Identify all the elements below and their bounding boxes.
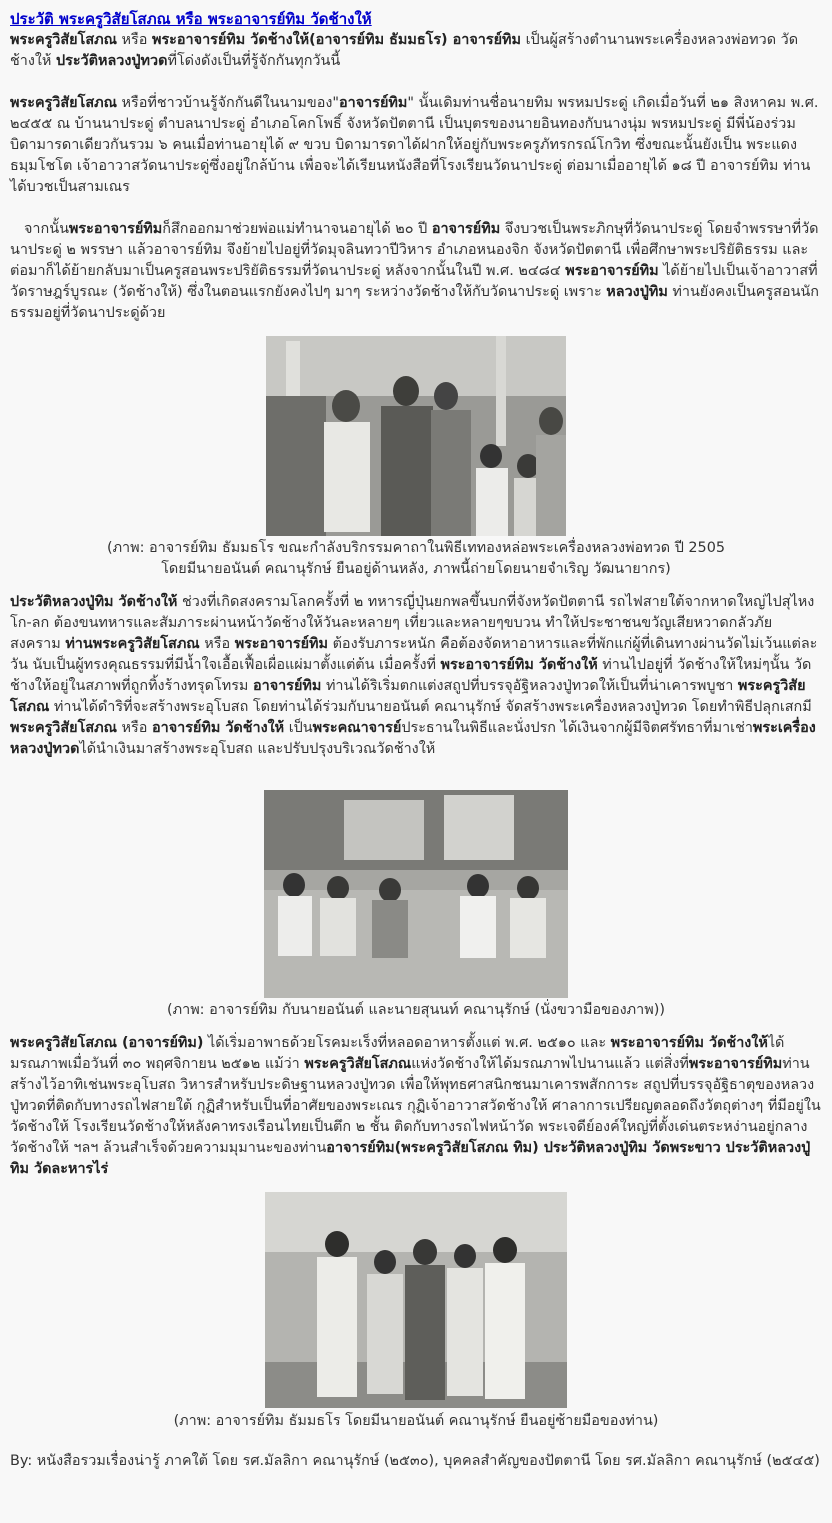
body-text: ได้นำเงินมาสร้างพระอุโบสถ และปรับปรุงบริเวณวัดช้างให้ bbox=[79, 741, 436, 757]
bold-text: อาจารย์ทิม วัดช้างให้ bbox=[151, 720, 285, 736]
bold-text: อาจารย์ทิม(พระครูวิสัยโสภณ ทิม) ประวัติหลวงปู่ทิม วัดพระขาว ประวัติหลวงปู่ทิม วัดละหารไร่ bbox=[10, 1140, 811, 1177]
bold-text: พระอาจารย์ทิม วัดช้างให้ bbox=[440, 657, 598, 673]
body-text: หรือ bbox=[116, 720, 152, 736]
figure-seated bbox=[10, 790, 822, 1021]
history-paragraph bbox=[10, 592, 822, 760]
body-text: ต้องรับภาระหนัก คือต้องจัดหาอาหารและที่พักแก่ผู้ที่เดินทางผ่านวัดไม่เว้นแต่ละวัน นับเป็นผู้ทรงคุณธรรมที่มีน้ำใจเอื้อเฟื้อเผื่อแผ่มาตั้งแต่ต้น เมื่อครั้งที่ bbox=[10, 636, 818, 673]
body-text: หรือ bbox=[199, 636, 235, 652]
bold-text: อาจารย์ทิม bbox=[431, 221, 501, 237]
standing-photo bbox=[265, 1192, 567, 1408]
bold-text: หลวงปู่ทิม bbox=[606, 284, 668, 300]
bold-text: ท่านพระครูวิสัยโสภณ bbox=[65, 636, 200, 652]
body-text: เป็นผู้สร้างตำนานพระเครื่องหลวงพ่อทวด วัดช้างให้ bbox=[10, 32, 799, 69]
bold-text: ประวัติหลวงปู่ทวด bbox=[55, 53, 168, 69]
ordination-paragraph bbox=[10, 219, 822, 324]
body-text: ท่านยังคงเป็นครูสอนนักธรรมอยู่ที่วัดนาประดู่ด้วย bbox=[10, 284, 819, 321]
body-text: เป็น bbox=[284, 720, 313, 736]
body-text: ช่วงที่เกิดสงครามโลกครั้งที่ ๒ ทหารญี่ปุ่นยกพลขึ้นบกที่จังหวัดปัตตานี รถไฟสายใต้จากหาดใหญ่ไปสุไหงโก-ลก ต้องขนทหารและสัมภาระผ่านหน้าวัดช้างให้วันละหลายๆ เที่ยวและหลายๆขบวน ทำให้ประชาชนขวัญเสียหวาดกลัวภัยสงคราม bbox=[10, 594, 815, 652]
body-text: ท่านได้ดำริที่จะสร้างพระอุโบสถ โดยท่านได้ร่วมกับนายอนันต์ คณานุรักษ์ จัดสร้างพระเครื่องหลวงปู่ทวด โดยทำพิธีปลุกเสกมี bbox=[49, 699, 812, 715]
bold-text: พระอาจารย์ทิม วัดช้างให้ bbox=[610, 1035, 768, 1051]
bold-text: พระครูวิสัยโสภณ bbox=[10, 95, 117, 111]
bold-text: พระครูวิสัยโสภณ bbox=[10, 32, 117, 48]
bold-text: พระครูวิสัยโสภณ bbox=[304, 1056, 412, 1072]
body-text: จากนั้น bbox=[24, 221, 69, 237]
bold-text: อาจารย์ทิม bbox=[339, 95, 408, 111]
body-text: " นั้นเดิมท่านชื่อนายทิม พรหมประดู่ เกิดเมื่อวันที่ ๒๑ สิงหาคม พ.ศ. ๒๔๕๕ ณ บ้านนาประดู่ ตำบลนาประดู่ อำเภอโคกโพธิ์ จังหวัดปัตตานี เป็นบุตรของนายอินทองกับนางนุ่ม พรหมประดู่ มีพี่น้องร่วมบิดามารดาเดียวกันรวม ๖ คนเมื่อท่านอายุได้ ๙ ขวบ บิดามารดาได้ฝากให้อยู่กับพระครูภัทรกรณ์โกวิท ซึ่งขณะนั้นยังเป็น พระแดง ธมฺมโชโต เจ้าอาวาสวัดนาประดู่ซึ่งอยู่ใกล้บ้าน เพื่อจะได้เรียนหนังสือที่โรงเรียนวัดนาประดู่ ต่อมาเมื่ออายุได้ ๑๘ ปี อาจารย์ทิม ท่านได้บวชเป็นสามเณร bbox=[10, 95, 819, 195]
bold-text: พระเครื่องหลวงปู่ทวด bbox=[10, 720, 816, 757]
bold-text: พระครูวิสัยโสภณ (อาจารย์ทิม) bbox=[10, 1035, 204, 1051]
body-text: หรือ bbox=[116, 32, 152, 48]
figure-standing bbox=[10, 1192, 822, 1432]
body-text: หรือที่ชาวบ้านรู้จักกันดีในนามของ" bbox=[116, 95, 340, 111]
source-credits: By: หนังสือรวมเรื่องน่ารู้ ภาคใต้ โดย รศ.มัลลิกา คณานุรักษ์ (๒๕๓๐), บุคคลสำคัญของปัตตานี โดย รศ.มัลลิกา คณานุรักษ์ (๒๕๔๕) bbox=[10, 1453, 820, 1469]
seated-photo bbox=[264, 790, 568, 998]
bold-text: พระอาจารย์ทิม bbox=[234, 636, 329, 652]
bold-text: พระอาจารย์ทิม bbox=[565, 263, 659, 279]
intro-paragraph bbox=[10, 30, 822, 72]
bold-text: พระครูวิสัยโสภณ bbox=[10, 678, 806, 715]
ceremony-caption-line2: โดยมีนายอนันต์ คณานุรักษ์ ยืนอยู่ด้านหลัง, ภาพนี้ถ่ายโดยนายจำเริญ วัฒนายากร) bbox=[161, 561, 671, 577]
bold-text: พระอาจารย์ทิม bbox=[68, 221, 163, 237]
standing-caption: (ภาพ: อาจารย์ทิม ธัมมธโร โดยมีนายอนันต์ คณานุรักษ์ ยืนอยู่ซ้ายมือของท่าน) bbox=[173, 1413, 659, 1429]
bold-text: ประวัติหลวงปู่ทิม วัดช้างให้ bbox=[10, 594, 178, 610]
bold-text: พระอาจารย์ทิม วัดช้างให้(อาจารย์ทิม ธัมมธโร) อาจารย์ทิม bbox=[151, 32, 522, 48]
bold-text: พระอาจารย์ทิม bbox=[688, 1056, 783, 1072]
body-text: แห่งวัดช้างให้ได้มรณภาพไปนานแล้ว แต่สิ่งที่ bbox=[411, 1056, 689, 1072]
article-title-link[interactable]: ประวัติ พระครูวิสัยโสภณ หรือ พระอาจารย์ทิม วัดช้างให้ bbox=[10, 10, 372, 28]
body-text: ท่านได้ริเริ่มตกแต่งสถูปที่บรรจุอัฐิหลวงปู่ทวดให้เป็นที่น่าเคารพบูชา bbox=[321, 678, 738, 694]
legacy-paragraph bbox=[10, 1033, 822, 1180]
bold-text: พระครูวิสัยโสภณ bbox=[10, 720, 117, 736]
bold-text: พระคณาจารย์ bbox=[312, 720, 402, 736]
bold-text: อาจารย์ทิม bbox=[253, 678, 322, 694]
body-text: ก็สึกออกมาช่วยพ่อแม่ทำนาจนอายุได้ ๒๐ ปี bbox=[162, 221, 432, 237]
figure-ceremony bbox=[10, 336, 822, 580]
body-text: ท่านไปอยู่ที่ วัดช้างให้ใหม่ๆนั้น วัดช้างให้อยู่ในสภาพที่ถูกทิ้งร้างทรุดโทรม bbox=[10, 657, 812, 694]
seated-caption: (ภาพ: อาจารย์ทิม กับนายอนันต์ และนายสุนนท์ คณานุรักษ์ (นั่งขวามือของภาพ)) bbox=[167, 1002, 665, 1018]
body-text: ได้ย้ายไปเป็นเจ้าอาวาสที่วัดราษฎร์บูรณะ (วัดช้างให้) ซึ่งในตอนแรกยังคงไปๆ มาๆ ระหว่างวัดช้างให้กับวัดนาประดู่ เพราะ bbox=[10, 263, 818, 300]
body-text: ได้เริ่มอาพาธด้วยโรคมะเร็งที่หลอดอาหารตั้งแต่ พ.ศ. ๒๕๑๐ และ bbox=[203, 1035, 611, 1051]
ceremony-caption-line1: (ภาพ: อาจารย์ทิม ธัมมธโร ขณะกำลังบริกรรมคาถาในพิธีเททองหล่อพระเครื่องหลวงพ่อทวด ปี 2505 bbox=[106, 540, 726, 556]
ceremony-photo bbox=[266, 336, 566, 536]
body-text: ประธานในพิธีและนั่งปรก ได้เงินจากผู้มีจิตศรัทธาที่มาเช่า bbox=[401, 720, 753, 736]
body-text: จึงบวชเป็นพระภิกษุที่วัดนาประดู่ โดยจำพรรษาที่วัดนาประดู่ ๒ พรรษา แล้วอาจารย์ทิม จึงย้ายไปอยู่ที่วัดมุจลินทวาปีวิหาร อำเภอหนองจิก จังหวัดปัตตานี เพื่อศึกษาพระปริยัติธรรม และต่อมาก็ได้ย้ายกลับมาเป็นครูสอนพระปริยัติธรรมที่วัดนาประดู่ หลังจากนั้นในปี พ.ศ. ๒๔๘๔ bbox=[10, 221, 819, 279]
body-text: ได้มรณภาพเมื่อวันที่ ๓๐ พฤศจิกายน ๒๕๑๒ แม้ว่า bbox=[10, 1035, 785, 1072]
biography-paragraph bbox=[10, 93, 822, 198]
body-text: ท่านสร้างไว้อาทิเช่นพระอุโบสถ วิหารสำหรับประดิษฐานหลวงปู่ทวด เพื่อให้พุทธศาสนิกชนมาเคารพสักการะ สถูปที่บรรจุอัฐิธาตุของหลวงปู่ทวดที่ติดกับทางรถไฟสายใต้ กุฏิสำหรับเป็นที่อาศัยของพระเณร กุฏิเจ้าอาวาสวัดช้างให้ ศาลาการเปรียญตลอดถึงวัตถุต่างๆ ที่มีอยู่ในวัดช้างให้ โรงเรียนวัดช้างให้หลังคาทรงเรือนไทยเป็นตึก ๒ ชั้น ติดกับทางรถไฟหน้าวัด พระเจดีย์องค์ใหญ่ที่ตั้งเด่นตระหง่านอยู่กลางวัดช้างให้ ฯลฯ ล้วนสำเร็จด้วยความมุมานะของท่าน bbox=[10, 1056, 821, 1156]
body-text: ที่โด่งดังเป็นที่รู้จักกันทุกวันนี้ bbox=[167, 53, 341, 69]
